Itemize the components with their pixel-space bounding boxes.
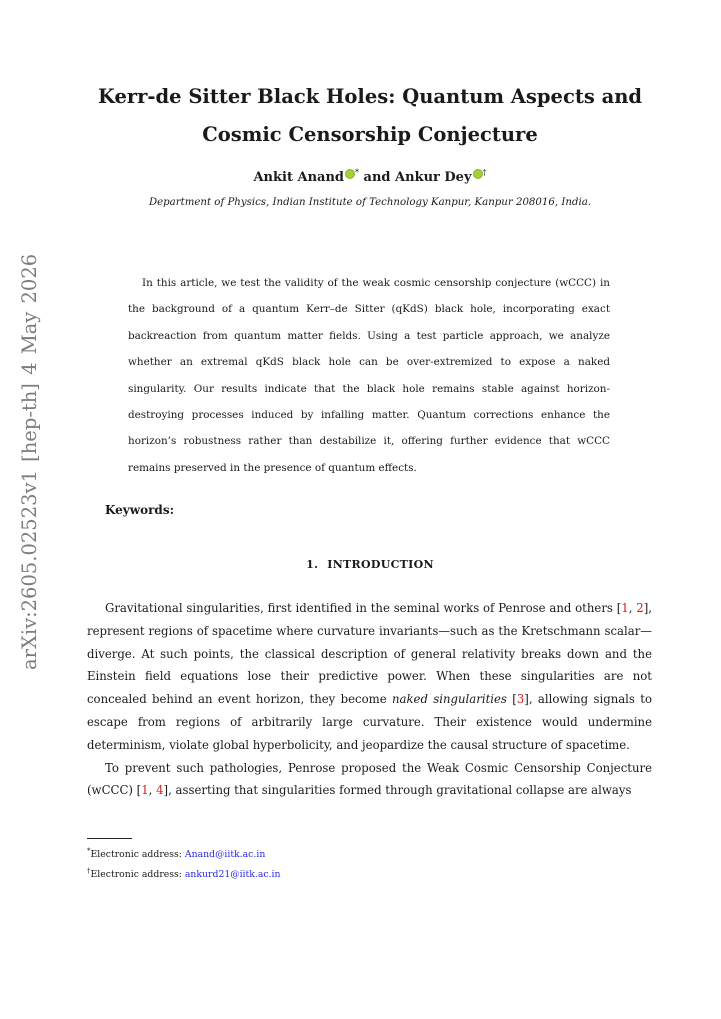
text-run: , [148, 783, 157, 798]
keywords-label: Keywords: [105, 503, 175, 517]
section-title: INTRODUCTION [327, 558, 434, 571]
title-line-2: Cosmic Censorship Conjecture [202, 123, 538, 146]
emphasized-term: naked singularities [391, 692, 507, 707]
footnote-mark: † [87, 867, 91, 875]
section-heading [60, 558, 680, 571]
email-link[interactable]: Anand@iitk.ac.in [184, 849, 266, 860]
arxiv-identifier-stamp: arXiv:2605.02523v1 [hep-th] 4 May 2026 [18, 253, 41, 670]
text-run: ], represent regions of spacetime where curvature invariants—such as the Kretschmann scalar—diverge. At such points, the classical description of general relativity breaks down and the Einstein field equations lose their predictive power. When these singularities are not concealed behind an event horizon, they become [87, 601, 652, 707]
orcid-icon[interactable] [473, 169, 483, 179]
text-run: Gravitational singularities, first identified in the seminal works of Penrose and others [ [105, 601, 622, 615]
paper-title [60, 78, 680, 154]
footnote-label: Electronic address: [90, 849, 185, 860]
footnotes [87, 843, 281, 883]
author-name-1: Ankit Anand [253, 170, 344, 185]
citation-link[interactable]: 3 [516, 692, 525, 707]
text-run: [ [506, 692, 517, 707]
orcid-icon[interactable] [345, 169, 355, 179]
citation-link[interactable]: 1 [621, 601, 629, 615]
text-run: To prevent such pathologies, Penrose proposed the Weak Cosmic Censorship Conjecture (wCCC) [ [87, 760, 652, 798]
footnote-mark: * [87, 847, 91, 855]
paragraph [87, 757, 652, 803]
author-connector: and [363, 170, 391, 185]
citation-link[interactable]: 2 [636, 601, 644, 615]
paragraph [87, 597, 652, 757]
citation-link[interactable]: 1 [141, 783, 149, 798]
text-run: ], asserting that singularities formed through gravitational collapse are always [163, 783, 632, 798]
footnote-label: Electronic address: [90, 869, 185, 880]
author-2-footnote-mark[interactable]: † [482, 168, 487, 177]
author-list [60, 168, 680, 185]
introduction-body [87, 597, 652, 802]
footnote-divider [87, 838, 132, 839]
title-line-1: Kerr-de Sitter Black Holes: Quantum Aspects and [97, 85, 643, 108]
text-run: ], allowing signals to escape from regions of arbitrarily large curvature. Their existence would undermine determinism, violate global hyperbolicity, and jeopardize the causal structure of spacetime. [87, 692, 652, 752]
footnote-2 [87, 863, 281, 883]
text-run: , [628, 601, 637, 615]
author-1-footnote-mark[interactable]: * [355, 168, 359, 177]
author-name-2: Ankur Dey [395, 170, 472, 185]
abstract: In this article, we test the validity of the weak cosmic censorship conjecture (wCCC) in the background of a quantum Kerr–de Sitter (qKdS) black hole, incorporating exact backreaction from quantum matter fields. Using a test particle approach, we analyze whether an extremal qKdS black hole can be over-extremized to expose a naked singularity. Our results indicate that the black hole remains stable against horizon-destroying processes induced by infalling matter. Quantum corrections enhance the horizon’s robustness rather than destabilize it, offering further evidence that wCCC remains preserved in the presence of quantum effects. [128, 277, 610, 474]
section-number: 1. [306, 558, 319, 571]
email-link[interactable]: ankurd21@iitk.ac.in [184, 869, 281, 880]
citation-link[interactable]: 4 [156, 783, 164, 798]
footnote-1 [87, 843, 281, 863]
affiliation: Department of Physics, Indian Institute of Technology Kanpur, Kanpur 208016, India. [148, 197, 592, 208]
